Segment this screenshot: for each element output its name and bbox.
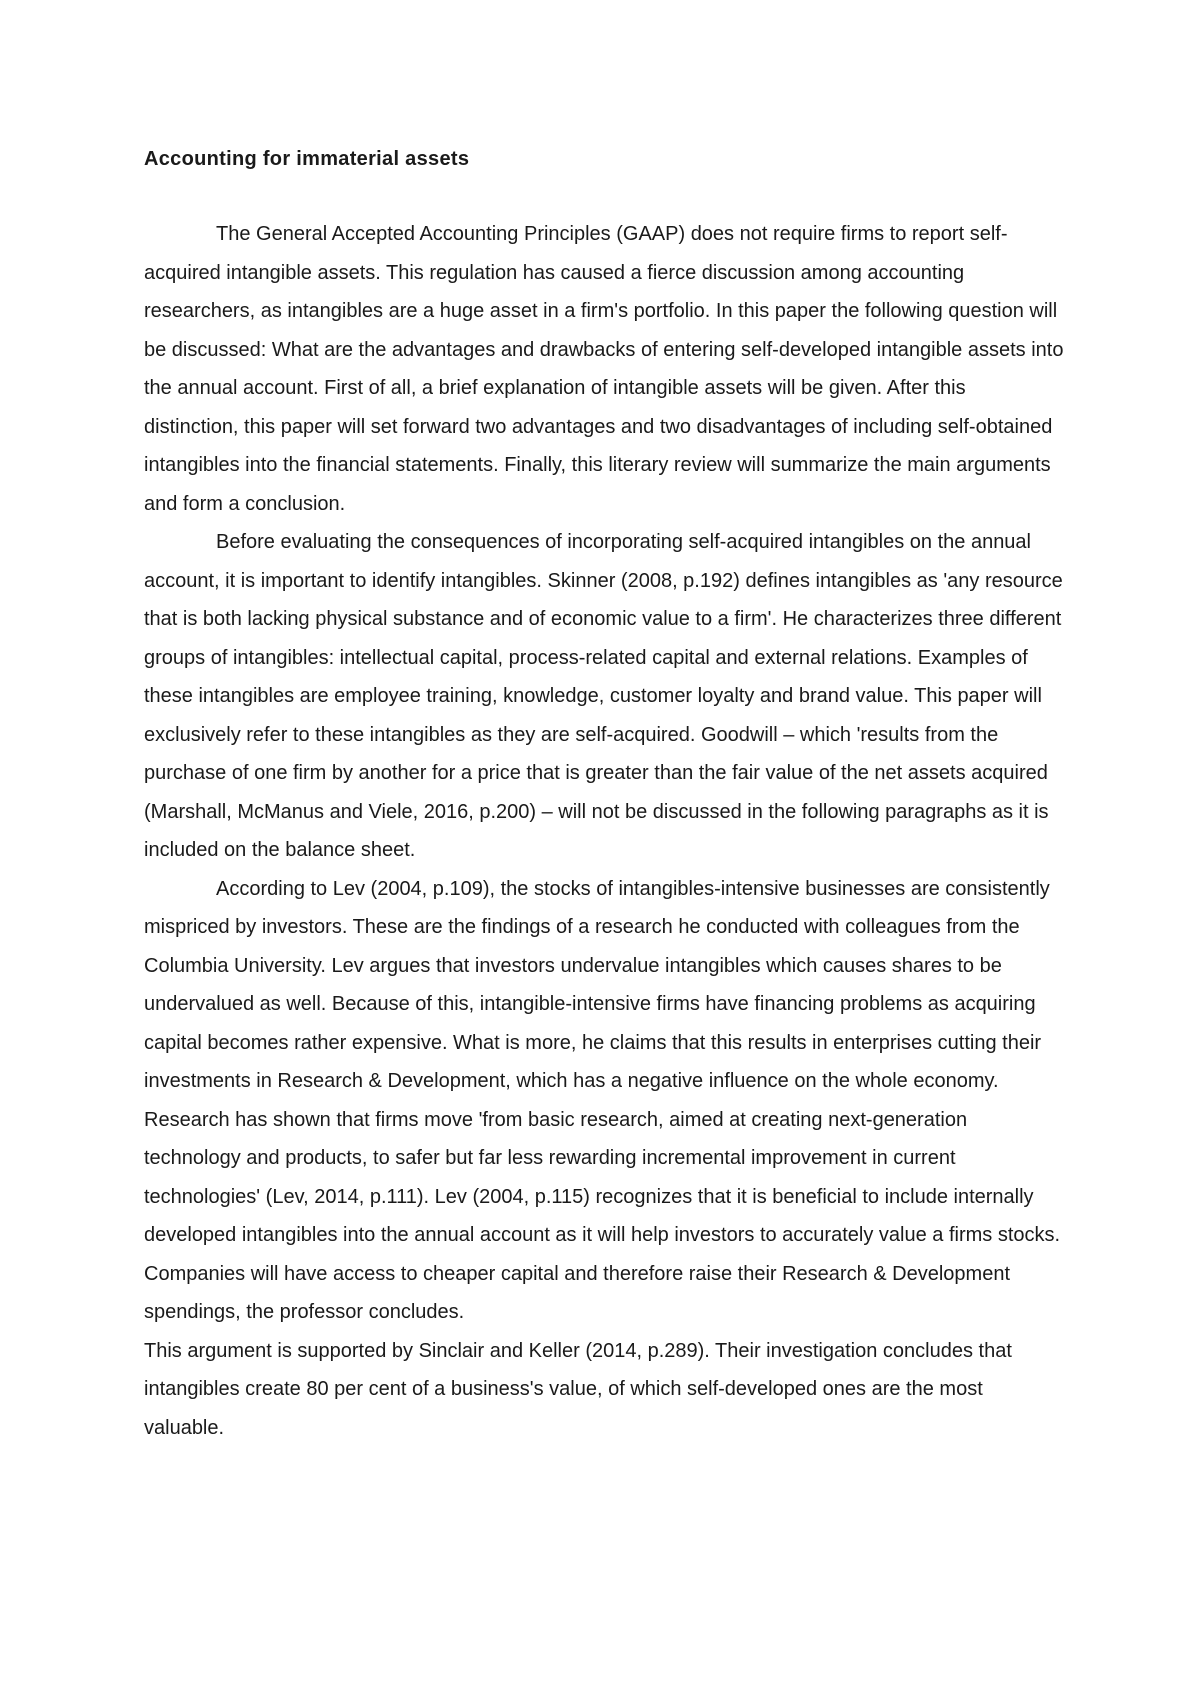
paragraph-lev-argument: According to Lev (2004, p.109), the stocks of intangibles-intensive businesses are consistently mispriced by investors. These are the findings of a research he conducted with colleagues from the Columbia University. Lev argues that investors undervalue intangibles which causes shares to be undervalued as well. Because of this, intangible-intensive firms have financing problems as acquiring capital becomes rather expensive. What is more, he claims that this results in enterprises cutting their investments in Research & Development, which has a negative influence on the whole economy. Research has shown that firms move 'from basic research, aimed at creating next-generation technology and products, to safer but far less rewarding incremental improvement in current technologies' (Lev, 2014, p.111). Lev (2004, p.115) recognizes that it is beneficial to include internally developed intangibles into the annual account as it will help investors to accurately value a firms stocks. Companies will have access to cheaper capital and therefore raise their Research & Development spendings, the professor concludes.	[144, 877, 1061, 1323]
paragraph-introduction: The General Accepted Accounting Principles (GAAP) does not require firms to report self-acquired intangible assets. This regulation has caused a fierce discussion among accounting researchers, as intangibles are a huge asset in a firm's portfolio. In this paper the following question will be discussed: What are the advantages and drawbacks of entering self-developed intangible assets into the annual account. First of all, a brief explanation of intangible assets will be given. After this distinction, this paper will set forward two advantages and two disadvantages of including self-obtained intangibles into the financial statements. Finally, this literary review will summarize the main arguments and form a conclusion.	[144, 223, 1064, 515]
document-body	[144, 140, 1064, 1447]
document-title: Accounting for immaterial assets	[144, 148, 470, 170]
paragraph-sinclair-keller: This argument is supported by Sinclair and Keller (2014, p.289). Their investigation concludes that intangibles create 80 per cent of a business's value, of which self-developed ones are the most valuable.	[144, 1339, 1012, 1439]
paragraph-definition: Before evaluating the consequences of incorporating self-acquired intangibles on the annual account, it is important to identify intangibles. Skinner (2008, p.192) defines intangibles as 'any resource that is both lacking physical substance and of economic value to a firm'. He characterizes three different groups of intangibles: intellectual capital, process-related capital and external relations. Examples of these intangibles are employee training, knowledge, customer loyalty and brand value. This paper will exclusively refer to these intangibles as they are self-acquired. Goodwill – which 'results from the purchase of one firm by another for a price that is greater than the fair value of the net assets acquired (Marshall, McManus and Viele, 2016, p.200) – will not be discussed in the following paragraphs as it is included on the balance sheet.	[144, 531, 1063, 861]
